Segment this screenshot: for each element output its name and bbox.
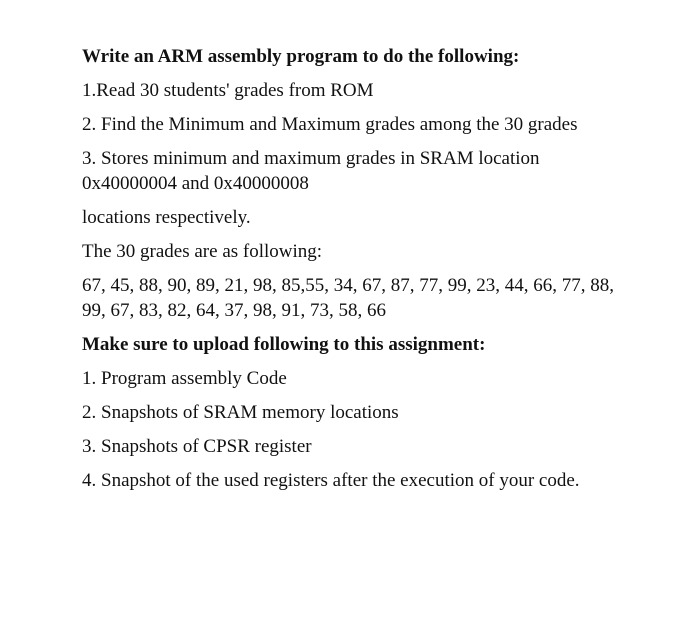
grades-intro: The 30 grades are as following: (82, 241, 323, 262)
grades-list: 67, 45, 88, 90, 89, 21, 98, 85,55, 34, 67, 87, 77, 99, 23, 44, 66, 77, 88, 99, 67, 83, 82, 64, 37, 98, 91, 73, 58, 66 (82, 275, 614, 321)
upload-heading: Make sure to upload following to this assignment: (82, 334, 486, 355)
assignment-document (82, 44, 622, 493)
task-item-2: 2. Find the Minimum and Maximum grades among the 30 grades (82, 114, 578, 135)
upload-item-3: 3. Snapshots of CPSR register (82, 436, 312, 457)
upload-item-1: 1. Program assembly Code (82, 368, 287, 389)
task-item-3-continuation: locations respectively. (82, 207, 251, 228)
task-item-3: 3. Stores minimum and maximum grades in SRAM location 0x40000004 and 0x40000008 (82, 148, 540, 194)
upload-item-2: 2. Snapshots of SRAM memory locations (82, 402, 399, 423)
upload-item-4: 4. Snapshot of the used registers after the execution of your code. (82, 470, 580, 491)
task-item-1: 1.Read 30 students' grades from ROM (82, 80, 374, 101)
assignment-heading: Write an ARM assembly program to do the following: (82, 46, 520, 67)
